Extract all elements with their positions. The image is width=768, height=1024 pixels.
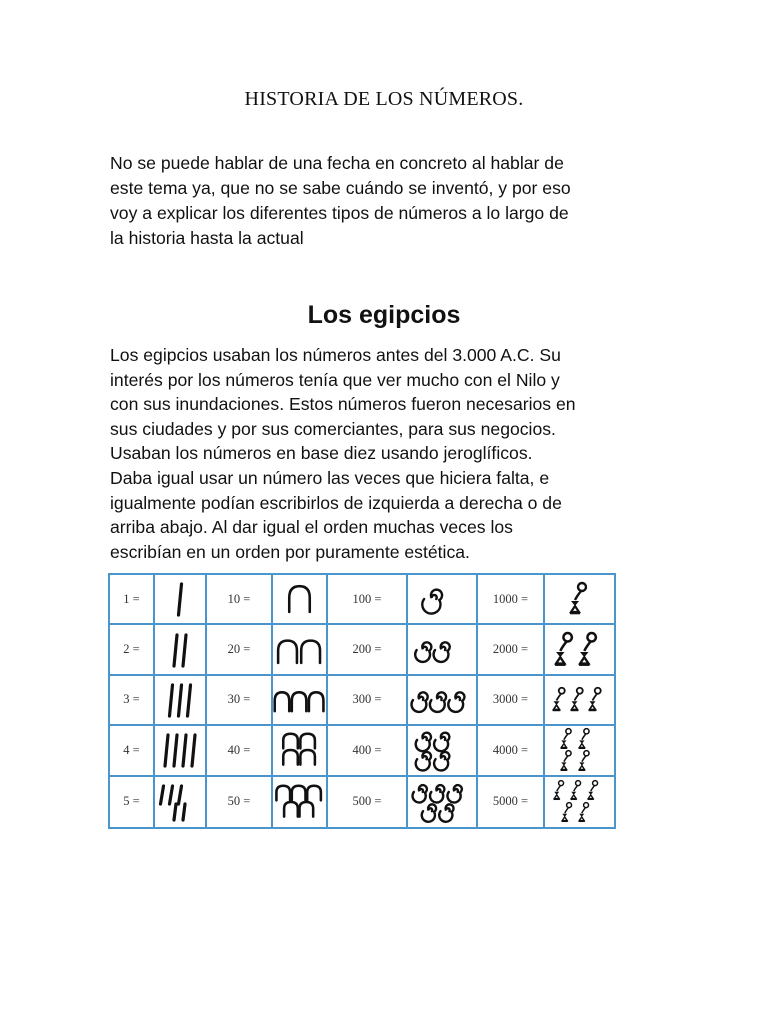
- lotus-icon: [545, 625, 614, 675]
- number-label: 500 =: [328, 777, 408, 827]
- text-line: la historia hasta la actual: [110, 228, 304, 248]
- stroke-icon: [155, 676, 207, 726]
- page-title: HISTORIA DE LOS NÚMEROS.: [244, 88, 524, 110]
- number-label: 2 =: [110, 625, 155, 675]
- number-label: 400 =: [328, 726, 408, 776]
- coil-rope-icon: [408, 575, 478, 625]
- text-line: Los egipcios usaban los números antes del 3.000 A.C. Su: [110, 345, 561, 365]
- number-label: 2000 =: [478, 625, 545, 675]
- number-label: 40 =: [207, 726, 273, 776]
- number-label: 1000 =: [478, 575, 545, 625]
- heel-bone-icon: [273, 625, 328, 675]
- text-line: con sus inundaciones. Estos números fueron necesarios en: [110, 394, 576, 415]
- text-line: igualmente podían escribirlos de izquierda a derecha o de: [110, 492, 562, 513]
- number-label: 10 =: [207, 575, 273, 625]
- text-line: arriba abajo. Al dar igual el orden muchas veces los: [110, 517, 513, 538]
- heel-bone-icon: [273, 777, 328, 827]
- lotus-icon: [545, 726, 614, 776]
- text-line: Daba igual usar un número las veces que hiciera falta, e: [110, 467, 550, 488]
- lotus-icon: [545, 575, 614, 625]
- number-label: 5000 =: [478, 777, 545, 827]
- heel-bone-icon: [273, 726, 328, 776]
- intro-paragraph: [110, 151, 680, 251]
- stroke-icon: [155, 625, 207, 675]
- number-label: 3 =: [110, 676, 155, 726]
- heel-bone-icon: [273, 575, 328, 625]
- text-line: voy a explicar los diferentes tipos de números a lo largo de: [110, 203, 569, 223]
- lotus-icon: [545, 676, 614, 726]
- number-label: 1 =: [110, 575, 155, 625]
- stroke-icon: [155, 575, 207, 625]
- number-label: 30 =: [207, 676, 273, 726]
- text-line: interés por los números tenía que ver mucho con el Nilo y: [110, 369, 560, 390]
- number-label: 100 =: [328, 575, 408, 625]
- egyptian-numeral-table: [108, 573, 616, 829]
- text-line: sus ciudades y por sus comerciantes, para sus negocios.: [110, 418, 556, 439]
- coil-rope-icon: [408, 726, 478, 776]
- stroke-icon: [155, 777, 207, 827]
- coil-rope-icon: [408, 625, 478, 675]
- heel-bone-icon: [273, 676, 328, 726]
- number-label: 4 =: [110, 726, 155, 776]
- number-label: 4000 =: [478, 726, 545, 776]
- number-label: 50 =: [207, 777, 273, 827]
- coil-rope-icon: [408, 777, 478, 827]
- lotus-icon: [545, 777, 614, 827]
- section-heading: Los egipcios: [307, 301, 461, 329]
- coil-rope-icon: [408, 676, 478, 726]
- text-line: Usaban los números en base diez usando jeroglíficos.: [110, 443, 533, 464]
- number-label: 300 =: [328, 676, 408, 726]
- text-line: escribían en un orden por puramente estética.: [110, 541, 470, 562]
- text-line: No se puede hablar de una fecha en concreto al hablar de: [110, 153, 564, 173]
- number-label: 20 =: [207, 625, 273, 675]
- number-label: 5 =: [110, 777, 155, 827]
- number-label: 200 =: [328, 625, 408, 675]
- section-paragraph: [110, 343, 680, 564]
- number-label: 3000 =: [478, 676, 545, 726]
- stroke-icon: [155, 726, 207, 776]
- text-line: este tema ya, que no se sabe cuándo se inventó, y por eso: [110, 178, 571, 198]
